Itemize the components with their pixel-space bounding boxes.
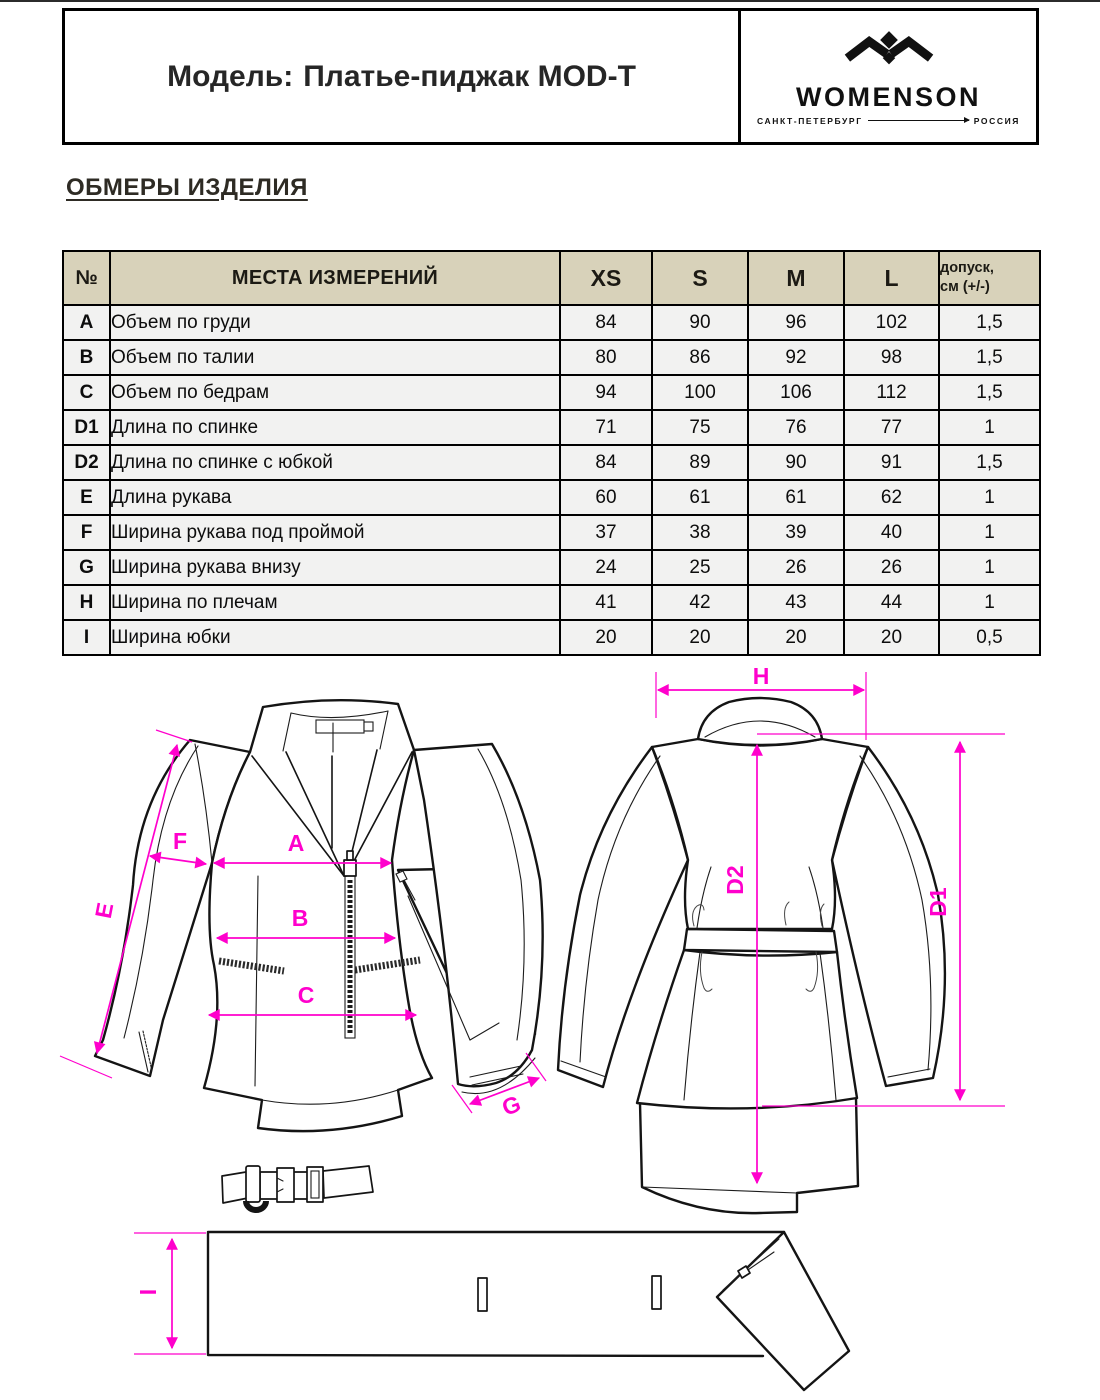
table-row (63, 445, 1040, 480)
size-value-cell: 26 (844, 550, 939, 585)
page-top-rule (0, 0, 1100, 2)
size-value-cell: 39 (748, 515, 844, 550)
table-row (63, 480, 1040, 515)
col-header-s: S (652, 251, 748, 305)
size-value-cell: 98 (844, 340, 939, 375)
measure-name-cell: Длина по спинке с юбкой (110, 445, 560, 480)
col-header-l: L (844, 251, 939, 305)
col-header-xs: XS (560, 251, 652, 305)
size-value-cell: 43 (748, 585, 844, 620)
table-row (63, 305, 1040, 340)
measurements-table (62, 250, 1041, 656)
model-label: Модель: (167, 59, 294, 93)
belt-slider (307, 1167, 323, 1202)
size-value-cell: 38 (652, 515, 748, 550)
row-id-cell: A (63, 305, 110, 340)
table-row (63, 375, 1040, 410)
label-D2: D2 (722, 865, 748, 895)
size-value-cell: 91 (844, 445, 939, 480)
front-view-drawing (60, 700, 546, 1131)
size-value-cell: 40 (844, 515, 939, 550)
size-value-cell: 76 (748, 410, 844, 445)
belt-drawing (222, 1166, 373, 1210)
table-row (63, 620, 1040, 655)
size-value-cell: 20 (560, 620, 652, 655)
tolerance-cell: 1 (939, 550, 1040, 585)
size-value-cell: 20 (652, 620, 748, 655)
header-box (62, 8, 1039, 145)
size-value-cell: 100 (652, 375, 748, 410)
skirt-band-outline (208, 1232, 784, 1356)
belt-keeper (246, 1166, 260, 1202)
buttonhole (478, 1278, 487, 1311)
back-skirt (640, 1098, 858, 1213)
label-C: C (297, 982, 315, 1008)
measure-name-cell: Ширина рукава под проймой (110, 515, 560, 550)
col-header-m: M (748, 251, 844, 305)
row-id-cell: E (63, 480, 110, 515)
label-E: E (89, 900, 119, 921)
table-row (63, 515, 1040, 550)
label-A: A (287, 830, 305, 856)
back-view-drawing (558, 663, 1005, 1213)
label-H: H (752, 663, 770, 689)
crown-icon (837, 28, 941, 80)
brand-name: WOMENSON (796, 81, 981, 112)
size-value-cell: 44 (844, 585, 939, 620)
brand-tagline (757, 116, 1020, 126)
size-value-cell: 89 (652, 445, 748, 480)
back-belt (684, 929, 837, 952)
table-header-row (63, 251, 1040, 305)
dimension-I (134, 1233, 206, 1354)
row-id-cell: H (63, 585, 110, 620)
tagline-arrow (868, 120, 969, 122)
tolerance-cell: 1,5 (939, 445, 1040, 480)
row-id-cell: G (63, 550, 110, 585)
size-value-cell: 96 (748, 305, 844, 340)
model-name: Платье-пиджак MOD-T (303, 59, 636, 93)
col-header-place: МЕСТА ИЗМЕРЕНИЙ (110, 251, 560, 305)
measure-name-cell: Объем по талии (110, 340, 560, 375)
measure-name-cell: Ширина юбки (110, 620, 560, 655)
size-value-cell: 92 (748, 340, 844, 375)
size-value-cell: 37 (560, 515, 652, 550)
size-value-cell: 60 (560, 480, 652, 515)
table-row (63, 550, 1040, 585)
technical-drawings (0, 652, 1100, 1400)
size-value-cell: 80 (560, 340, 652, 375)
size-value-cell: 94 (560, 375, 652, 410)
tolerance-line1: допуск, (940, 260, 994, 277)
tolerance-cell: 1 (939, 585, 1040, 620)
row-id-cell: C (63, 375, 110, 410)
size-value-cell: 25 (652, 550, 748, 585)
size-value-cell: 75 (652, 410, 748, 445)
label-I: I (135, 1288, 161, 1296)
table-row (63, 585, 1040, 620)
belt-buckle (277, 1168, 294, 1202)
size-value-cell: 26 (748, 550, 844, 585)
label-F: F (172, 828, 188, 854)
col-header-tolerance (939, 251, 1040, 305)
brand-country: РОССИЯ (973, 115, 1020, 126)
measure-name-cell: Объем по бедрам (110, 375, 560, 410)
size-value-cell: 61 (652, 480, 748, 515)
row-id-cell: D1 (63, 410, 110, 445)
tolerance-cell: 1 (939, 410, 1040, 445)
size-value-cell: 41 (560, 585, 652, 620)
tolerance-cell: 0,5 (939, 620, 1040, 655)
measure-name-cell: Ширина по плечам (110, 585, 560, 620)
row-id-cell: B (63, 340, 110, 375)
measurements-table-body (63, 305, 1040, 655)
col-header-num: № (63, 251, 110, 305)
section-title: ОБМЕРЫ ИЗДЕЛИЯ (66, 174, 308, 201)
table-row (63, 340, 1040, 375)
size-value-cell: 86 (652, 340, 748, 375)
measure-name-cell: Объем по груди (110, 305, 560, 340)
measure-name-cell: Длина рукава (110, 480, 560, 515)
size-value-cell: 102 (844, 305, 939, 340)
tolerance-cell: 1,5 (939, 305, 1040, 340)
tolerance-cell: 1 (939, 480, 1040, 515)
size-value-cell: 42 (652, 585, 748, 620)
size-value-cell: 90 (652, 305, 748, 340)
measure-name-cell: Ширина рукава внизу (110, 550, 560, 585)
label-B: B (291, 905, 309, 931)
size-value-cell: 112 (844, 375, 939, 410)
back-peplum (637, 950, 857, 1108)
row-id-cell: D2 (63, 445, 110, 480)
tolerance-cell: 1,5 (939, 340, 1040, 375)
size-value-cell: 62 (844, 480, 939, 515)
label-G: G (498, 1090, 525, 1121)
model-title (65, 11, 738, 142)
size-value-cell: 71 (560, 410, 652, 445)
size-value-cell: 24 (560, 550, 652, 585)
tolerance-cell: 1 (939, 515, 1040, 550)
size-value-cell: 90 (748, 445, 844, 480)
size-value-cell: 106 (748, 375, 844, 410)
tolerance-cell: 1,5 (939, 375, 1040, 410)
table-row (63, 410, 1040, 445)
size-value-cell: 77 (844, 410, 939, 445)
size-value-cell: 20 (844, 620, 939, 655)
tolerance-line2: см (+/-) (940, 279, 990, 295)
row-id-cell: F (63, 515, 110, 550)
belt-right-strap (323, 1166, 373, 1198)
skirt-band-drawing (134, 1232, 849, 1390)
row-id-cell: I (63, 620, 110, 655)
size-value-cell: 20 (748, 620, 844, 655)
brand-logo (738, 11, 1036, 142)
size-value-cell: 84 (560, 305, 652, 340)
size-value-cell: 61 (748, 480, 844, 515)
buttonhole (652, 1276, 661, 1309)
back-torso (652, 739, 868, 929)
label-D1: D1 (925, 887, 951, 917)
size-value-cell: 84 (560, 445, 652, 480)
skirt-band-fold (717, 1232, 849, 1390)
brand-city: САНКТ-ПЕТЕРБУРГ (757, 115, 863, 126)
measure-name-cell: Длина по спинке (110, 410, 560, 445)
